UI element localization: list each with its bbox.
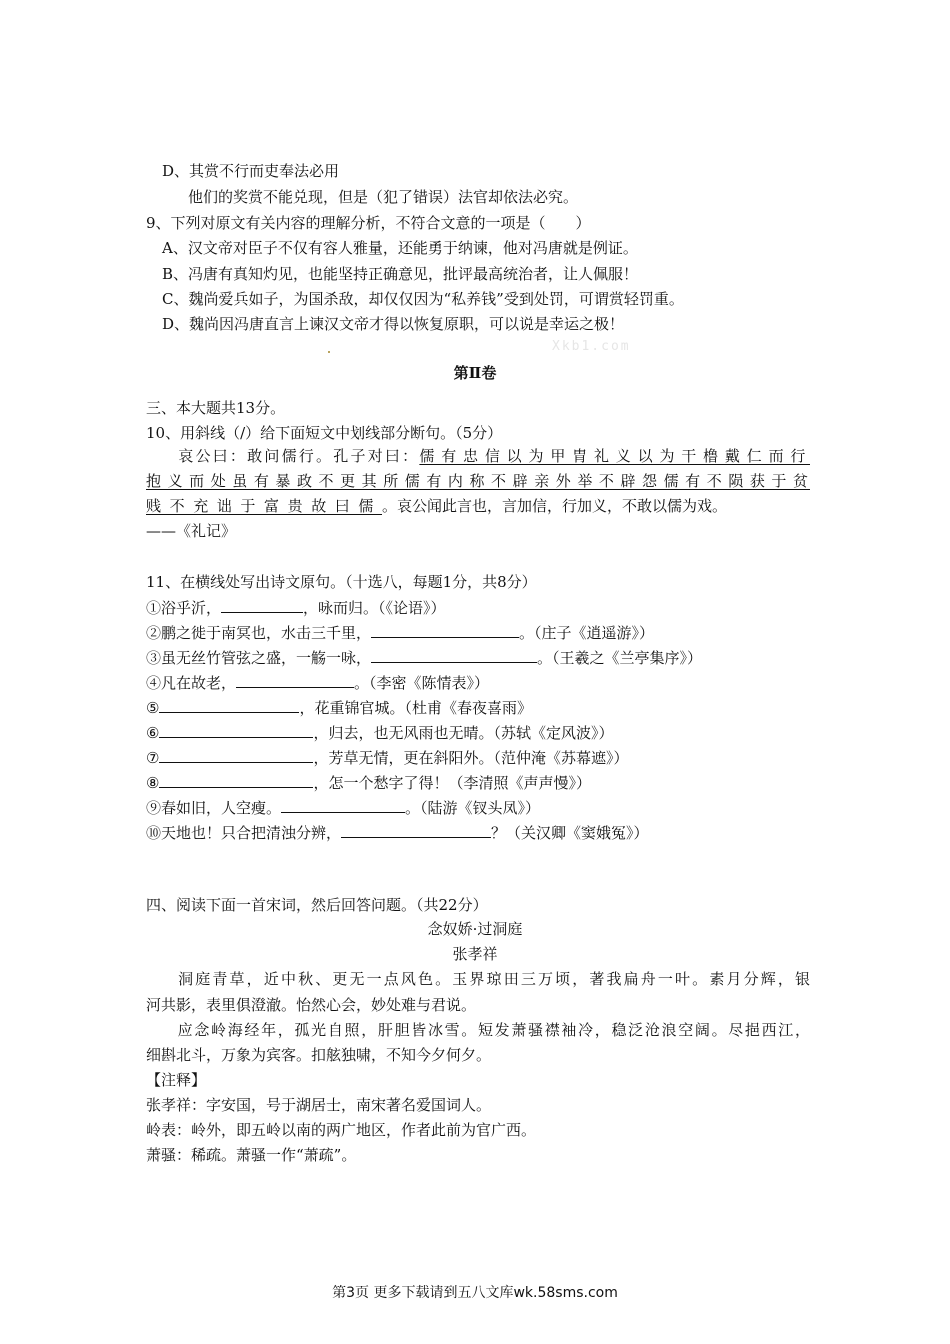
note-1: 张孝祥：字安国，号于湖居士，南宋著名爱国词人。: [146, 1096, 492, 1114]
q11-item-3: ③虽无丝竹管弦之盛，一觞一咏， 。（王羲之《兰亭集序》）: [146, 649, 703, 667]
q10-intro: 哀公曰：敢问儒行。孔子对曰：: [176, 447, 420, 465]
q9-option-b: B、冯唐有真知灼见，也能坚持正确意见，批评最高统治者，让人佩服！: [162, 265, 639, 283]
watermark: Xkb1.com: [552, 339, 631, 354]
poem-stanza1-line2: 河共影，表里俱澄澈。怡然心会，妙处难与君说。: [146, 996, 477, 1014]
q11-stem: 11、在横线处写出诗文原句。（十选八，每题1分，共8分）: [146, 573, 537, 591]
q11-blank-3[interactable]: [371, 647, 537, 663]
q8-option-d-translation: 他们的奖赏不能兑现，但是（犯了错误）法官却依法必究。: [188, 188, 579, 206]
q11-blank-1[interactable]: [221, 597, 303, 613]
q10-underlined-2: 抱义而处虽有暴政不更其所儒有内称不辟亲外举不辟怨儒有不陨获于贫: [146, 472, 810, 490]
q10-stem: 10、用斜线（/）给下面短文中划线部分断句。（5分）: [146, 424, 503, 442]
q9-option-c: C、魏尚爱兵如子，为国杀敌，却仅仅因为“私养钱”受到处罚，可谓赏轻罚重。: [162, 290, 684, 308]
volume-title: 第Ⅱ卷: [453, 364, 497, 382]
q10-tail: 。哀公闻此言也，言加信，行加义，不敢以儒为戏。: [382, 497, 728, 515]
q10-passage-line3: [146, 496, 727, 516]
q11-blank-7[interactable]: [159, 747, 313, 763]
q10-underlined-1: 儒有忠信以为甲胄礼义以为干橹戴仁而行: [419, 447, 810, 465]
q11-blank-2[interactable]: [371, 622, 519, 638]
stray-mark: [328, 351, 330, 353]
section4-heading: 四、阅读下面一首宋词，然后回答问题。（共22分）: [146, 896, 488, 914]
q9-stem: 9、下列对原文有关内容的理解分析，不符合文意的一项是（ ）: [146, 214, 591, 232]
q8-option-d: D、其赏不行而吏奉法必用: [162, 162, 340, 180]
notes-heading: 【注释】: [146, 1071, 207, 1089]
q11-blank-9[interactable]: [281, 797, 405, 813]
poem-author: 张孝祥: [452, 945, 498, 963]
q11-item-10: ⑩天地也！只合把清浊分辨， ？（关汉卿《窦娥冤》）: [146, 824, 649, 842]
poem-stanza2-line1: 应念岭海经年，孤光自照，肝胆皆冰雪。短发萧骚襟袖冷，稳泛沧浪空阔。尽挹西江，: [176, 1021, 810, 1039]
note-3: 萧骚：稀疏。萧骚一作“萧疏”。: [146, 1146, 357, 1164]
q11-item-4: ④凡在故老， 。（李密《陈情表》）: [146, 674, 490, 692]
q11-item-1: ①浴乎沂， ，咏而归。（《论语》）: [146, 599, 446, 617]
q11-blank-10[interactable]: [341, 822, 491, 838]
q11-item-2: ②鹏之徙于南冥也，水击三千里， 。（庄子《逍遥游》）: [146, 624, 655, 642]
q11-blank-4[interactable]: [236, 672, 354, 688]
q11-item-8: ⑧ ，怎一个愁字了得！（李清照《声声慢》）: [146, 774, 591, 792]
q11-item-9: ⑨春如旧，人空瘦。 。（陆游《钗头凤》）: [146, 799, 541, 817]
q11-item-5: ⑤ ，花重锦官城。（杜甫《春夜喜雨》: [146, 699, 532, 717]
q9-option-a: A、汉文帝对臣子不仅有容人雅量，还能勇于纳谏，他对冯唐就是例证。: [162, 239, 638, 257]
q11-blank-8[interactable]: [159, 772, 313, 788]
q10-passage-line2: [146, 471, 810, 491]
q9-option-d: D、魏尚因冯唐直言上谏汉文帝才得以恢复原职，可以说是幸运之极！: [162, 315, 625, 333]
q10-source: ——《礼记》: [146, 522, 237, 540]
poem-stanza1-line1: 洞庭青草，近中秋、更无一点风色。玉界琼田三万顷，著我扁舟一叶。素月分辉，银: [176, 970, 810, 988]
q10-underlined-3: 贱不充诎于富贵故曰儒: [146, 497, 383, 515]
note-2: 岭表：岭外，即五岭以南的两广地区，作者此前为官广西。: [146, 1121, 537, 1139]
q11-blank-5[interactable]: [159, 697, 299, 713]
poem-title: 念奴娇·过洞庭: [427, 920, 523, 938]
page-footer: 第3页 更多下载请到五八文库wk.58sms.com: [332, 1285, 618, 1301]
q10-passage-line1: [146, 446, 810, 466]
section3-heading: 三、本大题共13分。: [146, 399, 286, 417]
q11-item-7: ⑦ ，芳草无情，更在斜阳外。（范仲淹《苏幕遮》）: [146, 749, 629, 767]
q11-blank-6[interactable]: [159, 722, 313, 738]
q11-item-6: ⑥ ，归去，也无风雨也无晴。（苏轼《定风波》）: [146, 724, 614, 742]
poem-stanza2-line2: 细斟北斗，万象为宾客。扣舷独啸，不知今夕何夕。: [146, 1046, 492, 1064]
